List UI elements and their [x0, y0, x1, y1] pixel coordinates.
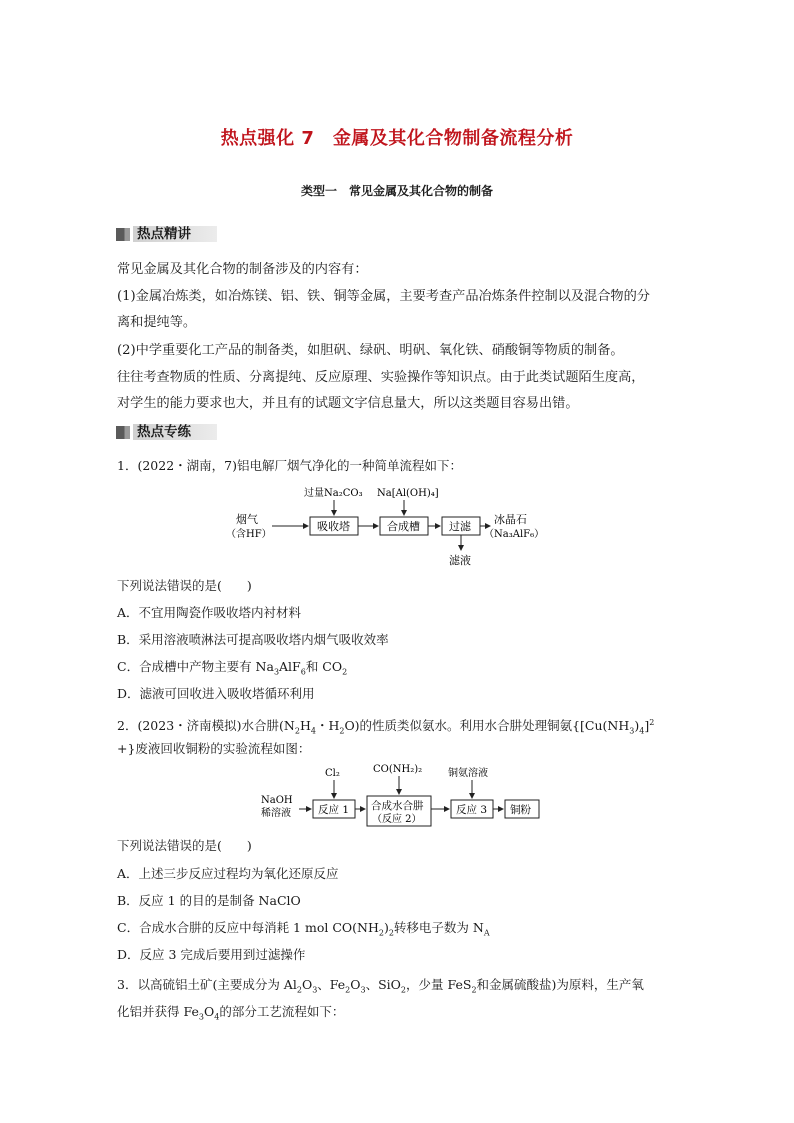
flow-box-label: 合成槽 [387, 520, 420, 533]
flow-output-label: 冰晶石 [494, 513, 527, 526]
question-2-option-a: A．上述三步反应过程均为氧化还原反应 [117, 866, 339, 881]
option-text: C．合成水合肼的反应中每消耗 1 mol CO(NH [117, 920, 379, 935]
option-text: AlF [279, 659, 301, 674]
option-subscript: A [483, 928, 490, 938]
flow-reagent-label: Na[Al(OH)₄] [377, 488, 439, 499]
stem-text: 化铝并获得 Fe [117, 1004, 199, 1019]
flow-reagent-label: 过量Na₂CO₃ [304, 488, 363, 499]
question-1-option-a: A．不宜用陶瓷作吸收塔内衬材料 [117, 605, 302, 620]
stem-text: 、Fe [317, 977, 346, 992]
option-text: 转移电子数为 N [393, 920, 484, 935]
stem-text: ，少量 FeS [406, 977, 472, 992]
stem-text: 和金属硫酸盐)为原料，生产氧 [476, 977, 644, 992]
option-text: ) [383, 920, 389, 935]
flow-box-label: 铜粉 [510, 804, 531, 816]
question-2-stem-line1: 2．(2023・济南模拟)水合肼($N_2H_4$・$H_2O$)的性质类似氨水。利用水合肼处理铜氨{$[Cu(NH_3)_4]^2$ [117, 718, 655, 736]
question-1-prompt: 下列说法错误的是( ) [117, 578, 252, 593]
flow-input-label: NaOH [261, 795, 293, 806]
flow-input-note: （含HF） [226, 529, 272, 540]
flowchart-q2 [255, 762, 555, 832]
question-1-option-d: D．滤液可回收进入吸收塔循环利用 [117, 686, 315, 701]
flow-byproduct-label: 滤液 [449, 554, 471, 567]
question-1-stem: 1．(2022・湖南，7)铝电解厂烟气净化的一种简单流程如下： [117, 458, 462, 473]
question-2-prompt: 下列说法错误的是( ) [117, 838, 252, 853]
flowchart-q1 [220, 480, 560, 572]
intro-line: 往往考查物质的性质、分离提纯、反应原理、实验操作等知识点。由于此类试题陌生度高， [117, 370, 645, 385]
flow-input-note: 稀溶液 [261, 808, 291, 819]
flow-box-label: 反应 1 [318, 804, 350, 816]
option-text: C．合成槽中产物主要有 Na [117, 659, 274, 674]
section-marker-icon [116, 426, 130, 439]
section-label: 热点精讲 [133, 226, 217, 242]
stem-text: 2．(2023・济南模拟)水合肼(N [117, 718, 295, 734]
flow-box-label: 合成水合肼 [371, 800, 424, 812]
flow-box-label: 过滤 [449, 520, 471, 533]
flow-box-label: 反应 3 [456, 804, 488, 816]
question-3-stem-line2: 化铝并获得 $Fe_3O_4$的部分工艺流程如下： [117, 1004, 345, 1022]
flow-output-note: （Na₃AlF₆） [484, 529, 545, 540]
section-label: 热点专练 [133, 424, 217, 440]
question-1-option-b: B．采用溶液喷淋法可提高吸收塔内烟气吸收效率 [117, 632, 389, 647]
flow-reagent-label: Cl₂ [325, 768, 340, 779]
intro-line: 对学生的能力要求也大，并且有的试题文字信息量大，所以这类题目容易出错。 [117, 396, 579, 411]
intro-line: 常见金属及其化合物的制备涉及的内容有： [117, 262, 368, 277]
option-text: 和 CO [305, 659, 343, 674]
stem-text: ] [644, 718, 650, 734]
stem-text: O)的性质类似氨水。利用水合肼处理铜氨{[Cu(NH [344, 718, 630, 734]
question-2-option-d: D．反应 3 完成后要用到过滤操作 [117, 947, 306, 962]
question-1-option-c: C．合成槽中产物主要有 $Na_3AlF_6$和 $CO_2$ [117, 659, 348, 677]
stem-text: ・H [315, 718, 340, 734]
flow-reagent-label: CO(NH₂)₂ [373, 764, 423, 775]
stem-text: O [350, 977, 361, 992]
stem-text: 、SiO [365, 977, 401, 992]
section-marker-icon [116, 228, 130, 241]
flow-box-label: 吸收塔 [317, 520, 350, 533]
stem-superscript: 2 [649, 718, 655, 727]
flow-input-label: 烟气 [236, 513, 258, 526]
stem-text: 的部分工艺流程如下： [219, 1004, 345, 1019]
intro-line: (1)金属冶炼类，如冶炼镁、铝、铁、铜等金属，主要考查产品冶炼条件控制以及混合物的分 [117, 289, 650, 304]
question-2-stem-line2: +}废液回收铜粉的实验流程如图： [117, 741, 311, 756]
intro-line: (2)中学重要化工产品的制备类，如胆矾、绿矾、明矾、氧化铁、硝酸铜等物质的制备。 [117, 343, 624, 358]
section-header-practice [116, 424, 217, 440]
stem-text: ) [634, 718, 640, 734]
section-subtitle: 类型一 常见金属及其化合物的制备 [300, 184, 493, 198]
stem-text: 3．以高硫铝土矿(主要成分为 Al [117, 977, 297, 992]
flow-box-label: （反应 2） [372, 814, 422, 825]
stem-text: O [203, 1004, 215, 1019]
stem-text: O [301, 977, 313, 992]
flow-reagent-label: 铜氨溶液 [448, 768, 488, 779]
question-2-option-b: B．反应 1 的目的是制备 NaClO [117, 893, 301, 908]
question-2-option-c: C．合成水合肼的反应中每消耗 1 mol $CO(NH_2)_2$转移电子数为 $N_A$ [117, 920, 490, 938]
stem-text: H [299, 718, 311, 734]
page-title: 热点强化 7 金属及其化合物制备流程分析 [220, 128, 574, 149]
intro-line: 离和提纯等。 [117, 315, 197, 330]
question-3-stem-line1: 3．以高硫铝土矿(主要成分为 $Al_2O_3$、$Fe_2O_3$、SiO$_2$，少量 FeS$_2$和金属硫酸盐)为原料，生产氧 [117, 977, 644, 995]
section-header-lecture [116, 226, 217, 242]
